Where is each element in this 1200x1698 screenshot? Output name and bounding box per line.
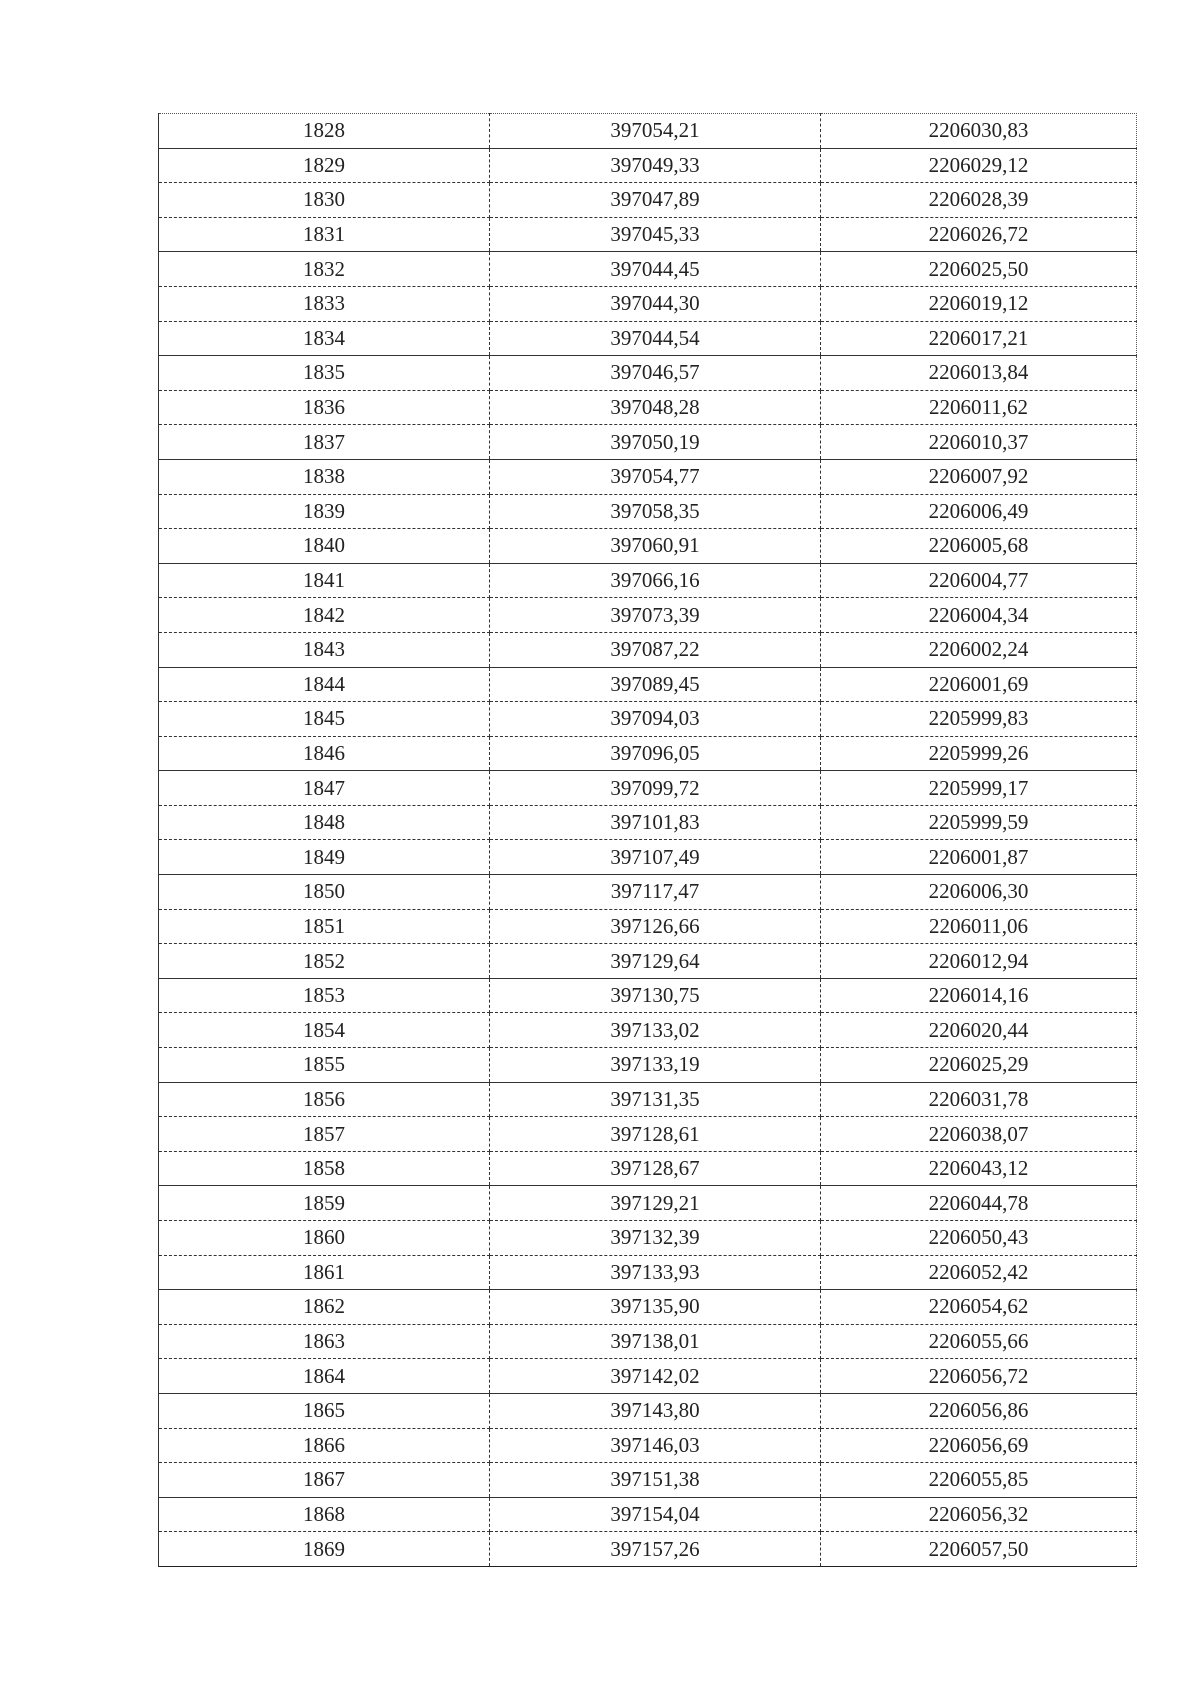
- y-coordinate-cell: 2206056,86: [821, 1393, 1137, 1428]
- point-number-cell: 1849: [159, 840, 490, 875]
- point-number-cell: 1846: [159, 736, 490, 771]
- x-coordinate-cell: 397049,33: [490, 148, 821, 183]
- y-coordinate-cell: 2206007,92: [821, 459, 1137, 494]
- table-row: [159, 494, 1137, 529]
- x-coordinate-cell: 397094,03: [490, 702, 821, 737]
- y-coordinate-cell: 2206025,50: [821, 252, 1137, 287]
- table-row: [159, 114, 1137, 149]
- point-number-cell: 1859: [159, 1186, 490, 1221]
- table-row: [159, 1048, 1137, 1083]
- x-coordinate-cell: 397128,67: [490, 1151, 821, 1186]
- y-coordinate-cell: 2206014,16: [821, 978, 1137, 1013]
- y-coordinate-cell: 2206031,78: [821, 1082, 1137, 1117]
- y-coordinate-cell: 2205999,17: [821, 771, 1137, 806]
- table-row: [159, 736, 1137, 771]
- y-coordinate-cell: 2206056,69: [821, 1428, 1137, 1463]
- coordinates-table: [158, 113, 1137, 1567]
- point-number-cell: 1857: [159, 1117, 490, 1152]
- table-row: [159, 356, 1137, 391]
- point-number-cell: 1839: [159, 494, 490, 529]
- x-coordinate-cell: 397096,05: [490, 736, 821, 771]
- table-row: [159, 321, 1137, 356]
- table-row: [159, 702, 1137, 737]
- x-coordinate-cell: 397126,66: [490, 909, 821, 944]
- x-coordinate-cell: 397060,91: [490, 529, 821, 564]
- x-coordinate-cell: 397143,80: [490, 1393, 821, 1428]
- table-row: [159, 1013, 1137, 1048]
- table-row: [159, 1186, 1137, 1221]
- table-row: [159, 598, 1137, 633]
- x-coordinate-cell: 397089,45: [490, 667, 821, 702]
- x-coordinate-cell: 397087,22: [490, 632, 821, 667]
- table-row: [159, 1117, 1137, 1152]
- x-coordinate-cell: 397130,75: [490, 978, 821, 1013]
- point-number-cell: 1855: [159, 1048, 490, 1083]
- point-number-cell: 1835: [159, 356, 490, 391]
- point-number-cell: 1828: [159, 114, 490, 149]
- x-coordinate-cell: 397129,64: [490, 944, 821, 979]
- table-row: [159, 1428, 1137, 1463]
- point-number-cell: 1833: [159, 286, 490, 321]
- x-coordinate-cell: 397054,21: [490, 114, 821, 149]
- x-coordinate-cell: 397146,03: [490, 1428, 821, 1463]
- y-coordinate-cell: 2206004,77: [821, 563, 1137, 598]
- x-coordinate-cell: 397044,54: [490, 321, 821, 356]
- point-number-cell: 1843: [159, 632, 490, 667]
- point-number-cell: 1829: [159, 148, 490, 183]
- point-number-cell: 1863: [159, 1324, 490, 1359]
- table-row: [159, 1359, 1137, 1394]
- table-row: [159, 1290, 1137, 1325]
- x-coordinate-cell: 397154,04: [490, 1497, 821, 1532]
- table-row: [159, 840, 1137, 875]
- point-number-cell: 1869: [159, 1532, 490, 1567]
- y-coordinate-cell: 2206001,87: [821, 840, 1137, 875]
- y-coordinate-cell: 2206056,72: [821, 1359, 1137, 1394]
- x-coordinate-cell: 397151,38: [490, 1463, 821, 1498]
- x-coordinate-cell: 397117,47: [490, 875, 821, 910]
- y-coordinate-cell: 2206052,42: [821, 1255, 1137, 1290]
- point-number-cell: 1862: [159, 1290, 490, 1325]
- table-row: [159, 1532, 1137, 1567]
- y-coordinate-cell: 2206026,72: [821, 217, 1137, 252]
- point-number-cell: 1844: [159, 667, 490, 702]
- point-number-cell: 1851: [159, 909, 490, 944]
- y-coordinate-cell: 2206038,07: [821, 1117, 1137, 1152]
- table-row: [159, 1151, 1137, 1186]
- y-coordinate-cell: 2206011,06: [821, 909, 1137, 944]
- table-row: [159, 978, 1137, 1013]
- y-coordinate-cell: 2206006,30: [821, 875, 1137, 910]
- point-number-cell: 1830: [159, 183, 490, 218]
- x-coordinate-cell: 397133,93: [490, 1255, 821, 1290]
- x-coordinate-cell: 397142,02: [490, 1359, 821, 1394]
- y-coordinate-cell: 2206044,78: [821, 1186, 1137, 1221]
- table-row: [159, 459, 1137, 494]
- y-coordinate-cell: 2206050,43: [821, 1221, 1137, 1256]
- x-coordinate-cell: 397050,19: [490, 425, 821, 460]
- x-coordinate-cell: 397048,28: [490, 390, 821, 425]
- y-coordinate-cell: 2206017,21: [821, 321, 1137, 356]
- y-coordinate-cell: 2206043,12: [821, 1151, 1137, 1186]
- table-row: [159, 771, 1137, 806]
- y-coordinate-cell: 2206002,24: [821, 632, 1137, 667]
- y-coordinate-cell: 2206005,68: [821, 529, 1137, 564]
- table-row: [159, 286, 1137, 321]
- x-coordinate-cell: 397044,45: [490, 252, 821, 287]
- table-row: [159, 217, 1137, 252]
- y-coordinate-cell: 2206010,37: [821, 425, 1137, 460]
- y-coordinate-cell: 2206013,84: [821, 356, 1137, 391]
- y-coordinate-cell: 2206056,32: [821, 1497, 1137, 1532]
- y-coordinate-cell: 2206006,49: [821, 494, 1137, 529]
- y-coordinate-cell: 2206025,29: [821, 1048, 1137, 1083]
- x-coordinate-cell: 397054,77: [490, 459, 821, 494]
- x-coordinate-cell: 397131,35: [490, 1082, 821, 1117]
- y-coordinate-cell: 2206057,50: [821, 1532, 1137, 1567]
- point-number-cell: 1858: [159, 1151, 490, 1186]
- coordinates-table-body: [159, 114, 1137, 1567]
- y-coordinate-cell: 2206054,62: [821, 1290, 1137, 1325]
- point-number-cell: 1856: [159, 1082, 490, 1117]
- y-coordinate-cell: 2206001,69: [821, 667, 1137, 702]
- point-number-cell: 1848: [159, 805, 490, 840]
- table-row: [159, 425, 1137, 460]
- point-number-cell: 1841: [159, 563, 490, 598]
- x-coordinate-cell: 397129,21: [490, 1186, 821, 1221]
- x-coordinate-cell: 397132,39: [490, 1221, 821, 1256]
- y-coordinate-cell: 2206055,66: [821, 1324, 1137, 1359]
- y-coordinate-cell: 2205999,59: [821, 805, 1137, 840]
- point-number-cell: 1864: [159, 1359, 490, 1394]
- table-row: [159, 1082, 1137, 1117]
- point-number-cell: 1861: [159, 1255, 490, 1290]
- x-coordinate-cell: 397073,39: [490, 598, 821, 633]
- point-number-cell: 1867: [159, 1463, 490, 1498]
- y-coordinate-cell: 2206029,12: [821, 148, 1137, 183]
- x-coordinate-cell: 397138,01: [490, 1324, 821, 1359]
- y-coordinate-cell: 2206004,34: [821, 598, 1137, 633]
- point-number-cell: 1838: [159, 459, 490, 494]
- point-number-cell: 1865: [159, 1393, 490, 1428]
- table-row: [159, 1463, 1137, 1498]
- x-coordinate-cell: 397044,30: [490, 286, 821, 321]
- x-coordinate-cell: 397045,33: [490, 217, 821, 252]
- x-coordinate-cell: 397133,19: [490, 1048, 821, 1083]
- table-row: [159, 1324, 1137, 1359]
- x-coordinate-cell: 397133,02: [490, 1013, 821, 1048]
- table-row: [159, 148, 1137, 183]
- point-number-cell: 1850: [159, 875, 490, 910]
- table-row: [159, 252, 1137, 287]
- y-coordinate-cell: 2206020,44: [821, 1013, 1137, 1048]
- y-coordinate-cell: 2206055,85: [821, 1463, 1137, 1498]
- table-row: [159, 1255, 1137, 1290]
- table-row: [159, 1497, 1137, 1532]
- table-row: [159, 667, 1137, 702]
- point-number-cell: 1840: [159, 529, 490, 564]
- x-coordinate-cell: 397107,49: [490, 840, 821, 875]
- table-row: [159, 390, 1137, 425]
- point-number-cell: 1832: [159, 252, 490, 287]
- point-number-cell: 1853: [159, 978, 490, 1013]
- point-number-cell: 1836: [159, 390, 490, 425]
- table-row: [159, 944, 1137, 979]
- y-coordinate-cell: 2205999,83: [821, 702, 1137, 737]
- x-coordinate-cell: 397046,57: [490, 356, 821, 391]
- point-number-cell: 1831: [159, 217, 490, 252]
- point-number-cell: 1866: [159, 1428, 490, 1463]
- y-coordinate-cell: 2206012,94: [821, 944, 1137, 979]
- y-coordinate-cell: 2206030,83: [821, 114, 1137, 149]
- y-coordinate-cell: 2205999,26: [821, 736, 1137, 771]
- y-coordinate-cell: 2206028,39: [821, 183, 1137, 218]
- table-row: [159, 1393, 1137, 1428]
- x-coordinate-cell: 397135,90: [490, 1290, 821, 1325]
- point-number-cell: 1852: [159, 944, 490, 979]
- point-number-cell: 1834: [159, 321, 490, 356]
- point-number-cell: 1860: [159, 1221, 490, 1256]
- table-row: [159, 1221, 1137, 1256]
- table-row: [159, 875, 1137, 910]
- x-coordinate-cell: 397058,35: [490, 494, 821, 529]
- x-coordinate-cell: 397101,83: [490, 805, 821, 840]
- table-row: [159, 183, 1137, 218]
- point-number-cell: 1845: [159, 702, 490, 737]
- y-coordinate-cell: 2206011,62: [821, 390, 1137, 425]
- table-row: [159, 529, 1137, 564]
- x-coordinate-cell: 397128,61: [490, 1117, 821, 1152]
- point-number-cell: 1847: [159, 771, 490, 806]
- x-coordinate-cell: 397099,72: [490, 771, 821, 806]
- point-number-cell: 1842: [159, 598, 490, 633]
- x-coordinate-cell: 397047,89: [490, 183, 821, 218]
- point-number-cell: 1837: [159, 425, 490, 460]
- point-number-cell: 1868: [159, 1497, 490, 1532]
- table-row: [159, 563, 1137, 598]
- table-row: [159, 632, 1137, 667]
- y-coordinate-cell: 2206019,12: [821, 286, 1137, 321]
- table-row: [159, 805, 1137, 840]
- point-number-cell: 1854: [159, 1013, 490, 1048]
- x-coordinate-cell: 397066,16: [490, 563, 821, 598]
- table-row: [159, 909, 1137, 944]
- x-coordinate-cell: 397157,26: [490, 1532, 821, 1567]
